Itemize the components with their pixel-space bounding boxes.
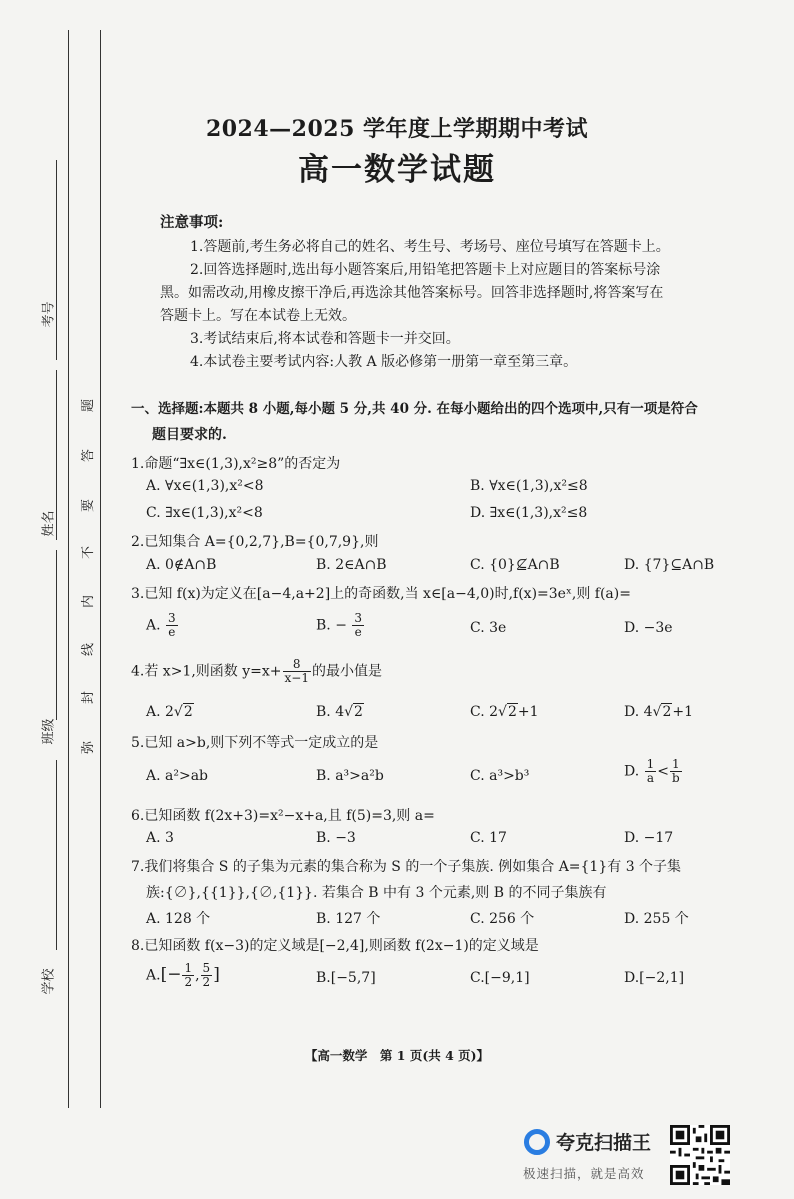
banji-underline	[56, 550, 57, 720]
q4-den: x−1	[284, 671, 309, 685]
q4-option-b: B. 4√2	[316, 704, 363, 720]
q2-option-b: B. 2∈A∩B	[316, 557, 387, 573]
q2-option-d: D. {7}⊆A∩B	[624, 557, 715, 573]
scanner-brand: 夸克扫描王	[556, 1132, 652, 1154]
q7-option-d: D. 255 个	[624, 911, 689, 927]
label-xuexiao: 学校	[41, 968, 57, 995]
q4-c-pre: C. 2	[470, 704, 499, 720]
q4-d-radicand: 2	[662, 704, 672, 720]
q5-d-op: <	[657, 763, 670, 780]
q5-d-num2: 1	[670, 758, 682, 772]
seal-char-2: 答	[81, 448, 97, 463]
q4-a-radicand: 2	[183, 704, 193, 720]
q8-option-a	[146, 962, 220, 989]
q8-a-frac2	[201, 962, 213, 989]
q8-a-frac1	[182, 962, 194, 989]
q5-option-a: A. a²>ab	[146, 768, 209, 784]
seal-char-5: 内	[81, 594, 97, 609]
q4-option-a: A. 2√2	[146, 704, 193, 720]
q8-a-close: ]	[213, 964, 220, 985]
xuexiao-underline	[56, 760, 57, 950]
q2-option-a: A. 0∉A∩B	[146, 557, 217, 573]
q6-option-d: D. −17	[624, 830, 674, 846]
q4-d-pre: D. 4	[624, 704, 653, 720]
notice-heading: 注意事项:	[160, 214, 224, 231]
q4-num: 8	[283, 658, 311, 672]
q4-d-post: +1	[672, 704, 694, 720]
q8-a-num1: 1	[184, 961, 193, 975]
q4-c-radicand: 2	[507, 704, 517, 720]
q1-option-b: B. ∀x∈(1,3),x²≤8	[470, 478, 588, 494]
q8-option-c: C.[−9,1]	[470, 970, 530, 986]
notice-item-1: 1.答题前,考生务必将自己的姓名、考生号、考场号、座位号填写在答题卡上。	[190, 239, 670, 255]
q8-a-comma: ,	[195, 967, 200, 984]
q7-option-a: A. 128 个	[146, 911, 211, 927]
margin-line-inner	[100, 30, 101, 1108]
q4-fraction	[283, 658, 311, 685]
section-heading-line1: 一、选择题:本题共 8 小题,每小题 5 分,共 40 分. 在每小题给出的四个选项中,只有一项是符合	[131, 401, 698, 417]
label-xingming: 姓名	[41, 510, 57, 537]
q4-option-c: C. 2√2+1	[470, 704, 539, 720]
q3-b-fraction	[352, 612, 364, 639]
scanner-logo-icon	[524, 1129, 550, 1155]
q4-b-radicand: 2	[354, 704, 363, 720]
q5-d-prefix: D.	[624, 763, 640, 780]
q5-stem: 5.已知 a>b,则下列不等式一定成立的是	[131, 735, 379, 751]
seal-char-6: 线	[81, 642, 97, 657]
q5-d-den1: a	[646, 771, 655, 785]
q1-stem: 1.命题“∃x∈(1,3),x²≥8”的否定为	[131, 456, 341, 472]
notice-item-3: 3.考试结束后,将本试卷和答题卡一并交回。	[190, 331, 460, 347]
exam-subject-title: 高一数学试题	[298, 152, 496, 188]
q8-a-prefix: A.	[146, 967, 161, 984]
q3-a-fraction	[166, 612, 178, 639]
q8-option-d: D.[−2,1]	[624, 970, 685, 986]
margin-line-outer	[68, 30, 69, 1108]
q6-option-b: B. −3	[316, 830, 356, 846]
q7-option-b: B. 127 个	[316, 911, 381, 927]
q2-option-c: C. {0}⊈A∩B	[470, 557, 560, 573]
q5-d-num1: 1	[646, 757, 655, 771]
q4-stem-post: 的最小值是	[311, 663, 382, 680]
exam-title: 2024—2025 学年度上学期期中考试	[205, 116, 589, 142]
label-kaohao: 考号	[41, 301, 57, 328]
q8-option-b: B.[−5,7]	[316, 970, 376, 986]
notice-item-2-line1: 2.回答选择题时,选出每小题答案后,用铅笔把答题卡上对应题目的答案标号涂	[190, 262, 661, 278]
section-heading-line2: 题目要求的.	[152, 427, 227, 443]
q6-option-c: C. 17	[470, 830, 507, 846]
notice-item-2-line2: 黑。如需改动,用橡皮擦干净后,再选涂其他答案标号。回答非选择题时,将答案写在	[160, 285, 664, 301]
q3-option-d: D. −3e	[624, 620, 673, 636]
q7-stem-line1: 7.我们将集合 S 的子集为元素的集合称为 S 的一个子集族. 例如集合 A={1}有 3 个子集	[131, 859, 682, 875]
q3-option-a	[146, 612, 179, 639]
q2-stem: 2.已知集合 A={0,2,7},B={0,7,9},则	[131, 534, 379, 550]
q4-c-post: +1	[517, 704, 539, 720]
q1-option-a: A. ∀x∈(1,3),x²<8	[146, 478, 264, 494]
q4-a-pre: A. 2	[146, 704, 174, 720]
q3-option-c: C. 3e	[470, 620, 507, 636]
notice-item-2-line3: 答题卡上。写在本试卷上无效。	[160, 308, 356, 324]
q3-a-prefix: A.	[146, 617, 161, 634]
q6-option-a: A. 3	[146, 830, 174, 846]
q4-stem	[131, 658, 382, 685]
q5-d-den2: b	[672, 771, 680, 785]
q1-option-c: C. ∃x∈(1,3),x²<8	[146, 505, 263, 521]
q4-option-d: D. 4√2+1	[624, 704, 694, 720]
q4-stem-pre: 4.若 x>1,则函数 y=x+	[131, 663, 282, 680]
q3-a-num: 3	[168, 611, 176, 625]
q7-stem-line2: 族:{∅},{{1}},{∅,{1}}. 若集合 B 中有 3 个元素,则 B 的不同子集族有	[146, 885, 607, 901]
page-footer: 【高一数学 第 1 页(共 4 页)】	[304, 1048, 490, 1063]
seal-char-8: 弥	[81, 740, 97, 755]
q7-option-c: C. 256 个	[470, 911, 535, 927]
seal-char-1: 题	[81, 398, 97, 413]
q3-b-num: 3	[354, 611, 363, 625]
seal-char-7: 封	[81, 690, 97, 705]
q5-option-c: C. a³>b³	[470, 768, 530, 784]
q3-option-b	[316, 612, 365, 639]
seal-char-3: 要	[81, 498, 97, 513]
q3-b-prefix: B. −	[316, 617, 347, 634]
q6-stem: 6.已知函数 f(2x+3)=x²−x+a,且 f(5)=3,则 a=	[131, 808, 435, 824]
label-banji: 班级	[41, 718, 57, 745]
q5-option-d	[624, 758, 683, 785]
q8-a-open: [−	[160, 964, 182, 985]
q8-stem: 8.已知函数 f(x−3)的定义域是[−2,4],则函数 f(2x−1)的定义域是	[131, 938, 539, 954]
notice-item-4: 4.本试卷主要考试内容:人教 A 版必修第一册第一章至第三章。	[190, 354, 578, 370]
qr-code-icon	[670, 1125, 730, 1185]
q3-a-den: e	[168, 625, 176, 639]
q3-stem: 3.已知 f(x)为定义在[a−4,a+2]上的奇函数,当 x∈[a−4,0)时,f(x)=3eˣ,则 f(a)=	[131, 586, 631, 602]
q5-d-frac2	[670, 758, 682, 785]
q1-option-d: D. ∃x∈(1,3),x²≤8	[470, 505, 588, 521]
q3-b-den: e	[354, 625, 362, 639]
q8-a-den2: 2	[202, 975, 211, 989]
q8-a-num2: 5	[202, 961, 211, 975]
q8-a-den1: 2	[184, 975, 193, 989]
scanner-slogan: 极速扫描，就是高效	[523, 1166, 645, 1181]
q4-b-pre: B. 4	[316, 704, 345, 720]
q5-option-b: B. a³>a²b	[316, 768, 384, 784]
seal-char-4: 不	[81, 545, 97, 560]
q5-d-frac1	[645, 758, 657, 785]
kaohao-underline	[56, 160, 57, 360]
